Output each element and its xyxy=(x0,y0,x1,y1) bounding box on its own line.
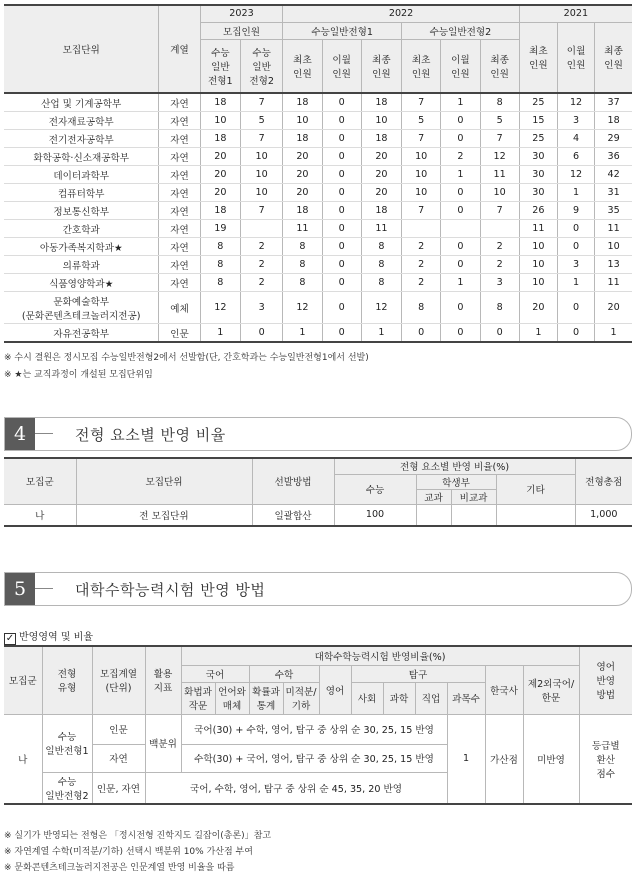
count-cell: 12 xyxy=(557,166,594,184)
table-row xyxy=(4,130,632,148)
header-2023-csat1: 수능 일반 전형1 xyxy=(200,39,240,93)
t3-header-type: 전형 유형 xyxy=(42,646,92,714)
section-5-title: 대학수학능력시험 반영 방법 xyxy=(75,581,266,599)
count-cell: 18 xyxy=(283,202,322,220)
count-cell: 9 xyxy=(557,202,594,220)
t3-field-humanities: 인문 xyxy=(92,714,145,744)
t3-header-math: 수학 xyxy=(249,665,319,682)
t2-header-total: 전형총점 xyxy=(575,458,632,504)
count-cell: 7 xyxy=(240,93,282,112)
t3-header-k2: 언어와 매체 xyxy=(215,682,249,714)
count-cell: 7 xyxy=(240,202,282,220)
count-cell: 0 xyxy=(441,324,480,343)
table-row xyxy=(4,112,632,130)
count-cell: 20 xyxy=(283,166,322,184)
count-cell: 12 xyxy=(200,292,240,324)
header-2023-csat2: 수능 일반 전형2 xyxy=(240,39,282,93)
t3-header-m1: 확률과 통계 xyxy=(249,682,283,714)
count-cell: 1 xyxy=(519,324,557,343)
count-cell: 8 xyxy=(480,93,519,112)
unit-name: 컴퓨터학부 xyxy=(4,184,159,202)
count-cell: 0 xyxy=(322,112,361,130)
count-cell: 0 xyxy=(322,220,361,238)
t3-header-count: 과목수 xyxy=(447,682,485,714)
count-cell: 2 xyxy=(480,256,519,274)
count-cell: 31 xyxy=(595,184,632,202)
unit-name: 자유전공학부 xyxy=(4,324,159,343)
section-4-title: 전형 요소별 반영 비율 xyxy=(75,426,226,444)
table-row xyxy=(4,324,632,343)
count-cell: 11 xyxy=(519,220,557,238)
section-4-header xyxy=(4,417,632,451)
section-4-number: 4 xyxy=(5,418,35,450)
count-cell: 30 xyxy=(519,166,557,184)
t3-header-job: 직업 xyxy=(415,682,447,714)
table-row xyxy=(4,292,632,324)
t3-type1: 수능 일반전형1 xyxy=(42,714,92,772)
count-cell: 5 xyxy=(402,112,441,130)
count-cell: 6 xyxy=(557,148,594,166)
table-row xyxy=(4,202,632,220)
table-row xyxy=(4,238,632,256)
header-category: 계열 xyxy=(159,5,200,93)
t3-header-foreign: 제2외국어/ 한문 xyxy=(523,665,579,714)
header-2022a-final: 최종 인원 xyxy=(361,39,401,93)
table-row xyxy=(4,274,632,292)
count-cell: 0 xyxy=(402,324,441,343)
unit-category: 자연 xyxy=(159,184,200,202)
count-cell: 20 xyxy=(200,148,240,166)
count-cell: 10 xyxy=(519,256,557,274)
header-2021-transfer: 이월 인원 xyxy=(557,22,594,93)
unit-name: 간호학과 xyxy=(4,220,159,238)
t2-header-nonsubject: 비교과 xyxy=(451,489,496,504)
count-cell: 20 xyxy=(283,148,322,166)
count-cell: 37 xyxy=(595,93,632,112)
t3-header-inquiry: 탐구 xyxy=(351,665,485,682)
unit-category: 자연 xyxy=(159,238,200,256)
count-cell: 3 xyxy=(557,256,594,274)
count-cell: 0 xyxy=(322,166,361,184)
count-cell xyxy=(441,220,480,238)
count-cell: 1 xyxy=(441,166,480,184)
count-cell: 0 xyxy=(240,324,282,343)
t2-group: 나 xyxy=(4,504,76,526)
count-cell: 0 xyxy=(322,130,361,148)
table3-note-1: ※ 실기가 반영되는 전형은 「정시전형 진학지도 길잡이(총론)」참고 xyxy=(4,831,272,841)
t2-total: 1,000 xyxy=(575,504,632,526)
t2-etc xyxy=(496,504,575,526)
count-cell: 20 xyxy=(283,184,322,202)
count-cell: 10 xyxy=(519,238,557,256)
unit-name: 아동가족복지학과★ xyxy=(4,238,159,256)
table-row xyxy=(4,184,632,202)
count-cell xyxy=(480,220,519,238)
count-cell: 20 xyxy=(595,292,632,324)
count-cell: 2 xyxy=(402,274,441,292)
count-cell: 0 xyxy=(322,324,361,343)
unit-name: 화학공학·신소재공학부 xyxy=(4,148,159,166)
count-cell: 20 xyxy=(200,166,240,184)
unit-category: 자연 xyxy=(159,112,200,130)
count-cell: 1 xyxy=(283,324,322,343)
t3-header-history: 한국사 xyxy=(485,665,523,714)
count-cell: 1 xyxy=(441,274,480,292)
count-cell: 8 xyxy=(361,256,401,274)
count-cell: 0 xyxy=(322,202,361,220)
unit-category: 자연 xyxy=(159,166,200,184)
count-cell: 11 xyxy=(480,166,519,184)
t3-index: 백분위 xyxy=(145,714,181,772)
t3-field-both: 인문, 자연 xyxy=(92,772,145,804)
unit-category: 인문 xyxy=(159,324,200,343)
t2-csat: 100 xyxy=(334,504,416,526)
count-cell: 0 xyxy=(441,238,480,256)
count-cell: 7 xyxy=(480,130,519,148)
count-cell: 5 xyxy=(240,112,282,130)
count-cell: 0 xyxy=(322,184,361,202)
t3-header-k1: 화법과 작문 xyxy=(181,682,215,714)
count-cell: 10 xyxy=(402,148,441,166)
count-cell: 19 xyxy=(200,220,240,238)
count-cell: 2 xyxy=(240,238,282,256)
count-cell: 25 xyxy=(519,93,557,112)
t3-header-m2: 미적분/ 기하 xyxy=(283,682,319,714)
t3-header-social: 사회 xyxy=(351,682,383,714)
count-cell: 0 xyxy=(322,148,361,166)
unit-name: 정보통신학부 xyxy=(4,202,159,220)
count-cell: 0 xyxy=(322,93,361,112)
t3-header-field: 모집계열 (단위) xyxy=(92,646,145,714)
t2-header-csat: 수능 xyxy=(334,474,416,504)
count-cell: 18 xyxy=(200,93,240,112)
count-cell: 7 xyxy=(402,93,441,112)
count-cell: 0 xyxy=(480,324,519,343)
count-cell: 5 xyxy=(480,112,519,130)
count-cell: 30 xyxy=(519,184,557,202)
t3-field-natural: 자연 xyxy=(92,744,145,772)
count-cell: 10 xyxy=(402,166,441,184)
count-cell: 0 xyxy=(322,256,361,274)
count-cell: 3 xyxy=(557,112,594,130)
count-cell: 10 xyxy=(283,112,322,130)
t3-type2: 수능 일반전형2 xyxy=(42,772,92,804)
header-2022b-final: 최종 인원 xyxy=(480,39,519,93)
header-2022a-transfer: 이월 인원 xyxy=(322,39,361,93)
count-cell: 0 xyxy=(441,130,480,148)
header-2022: 2022 xyxy=(283,5,519,22)
csat-reflection-table xyxy=(4,645,632,805)
t2-header-etc: 기타 xyxy=(496,474,575,504)
count-cell: 15 xyxy=(519,112,557,130)
count-cell: 8 xyxy=(283,238,322,256)
table3-note-3: ※ 문화콘텐츠테크놀러지전공은 인문계열 반영 비율을 따름 xyxy=(4,863,235,873)
unit-category: 자연 xyxy=(159,148,200,166)
count-cell: 8 xyxy=(361,238,401,256)
count-cell: 2 xyxy=(402,238,441,256)
t2-header-group: 모집군 xyxy=(4,458,76,504)
table-row xyxy=(4,256,632,274)
header-recruit: 모집인원 xyxy=(200,22,283,39)
count-cell: 0 xyxy=(441,112,480,130)
t3-group: 나 xyxy=(4,714,42,804)
t3-header-group: 모집군 xyxy=(4,646,42,714)
count-cell: 20 xyxy=(361,148,401,166)
count-cell: 8 xyxy=(283,256,322,274)
count-cell: 2 xyxy=(240,256,282,274)
t3-header-science: 과학 xyxy=(383,682,415,714)
count-cell: 10 xyxy=(240,166,282,184)
table-row xyxy=(4,166,632,184)
unit-name: 전기전자공학부 xyxy=(4,130,159,148)
header-csat2: 수능일반전형2 xyxy=(402,22,520,39)
t2-header-record: 학생부 xyxy=(416,474,496,489)
table-row xyxy=(4,93,632,112)
count-cell: 4 xyxy=(557,130,594,148)
count-cell: 0 xyxy=(557,324,594,343)
header-csat1: 수능일반전형1 xyxy=(283,22,402,39)
count-cell: 2 xyxy=(402,256,441,274)
count-cell: 10 xyxy=(361,112,401,130)
count-cell: 0 xyxy=(322,292,361,324)
count-cell: 20 xyxy=(361,184,401,202)
count-cell: 11 xyxy=(595,274,632,292)
section-5-divider xyxy=(35,588,53,589)
count-cell: 8 xyxy=(200,256,240,274)
count-cell: 26 xyxy=(519,202,557,220)
t2-header-ratio: 전형 요소별 반영 비율(%) xyxy=(334,458,575,474)
count-cell: 0 xyxy=(322,274,361,292)
count-cell: 8 xyxy=(283,274,322,292)
count-cell: 2 xyxy=(480,238,519,256)
t3-formula-2: 국어, 수학, 영어, 탐구 중 상위 순 45, 35, 20 반영 xyxy=(145,772,447,804)
count-cell: 12 xyxy=(361,292,401,324)
count-cell: 1 xyxy=(361,324,401,343)
count-cell: 20 xyxy=(200,184,240,202)
header-unit: 모집단위 xyxy=(4,5,159,93)
count-cell: 0 xyxy=(557,238,594,256)
t3-eng-method: 등급별 환산 점수 xyxy=(579,714,632,804)
count-cell: 3 xyxy=(480,274,519,292)
t3-header-ratio: 대학수학능력시험 반영비율(%) xyxy=(181,646,579,665)
count-cell: 0 xyxy=(441,202,480,220)
count-cell: 1 xyxy=(557,184,594,202)
header-2022b-transfer: 이월 인원 xyxy=(441,39,480,93)
count-cell: 10 xyxy=(240,148,282,166)
unit-category: 자연 xyxy=(159,202,200,220)
reflection-area-label: 반영영역 및 비율 xyxy=(19,632,93,643)
count-cell: 20 xyxy=(361,166,401,184)
unit-category: 자연 xyxy=(159,93,200,112)
count-cell: 0 xyxy=(441,256,480,274)
t2-header-unit: 모집단위 xyxy=(76,458,252,504)
t3-header-eng-method: 영어 반영 방법 xyxy=(579,646,632,714)
unit-category: 자연 xyxy=(159,274,200,292)
checkbox-icon: ✓ xyxy=(5,633,15,644)
section-5-header xyxy=(4,572,632,606)
count-cell: 18 xyxy=(595,112,632,130)
t2-method: 일괄합산 xyxy=(252,504,334,526)
count-cell: 10 xyxy=(200,112,240,130)
count-cell: 10 xyxy=(480,184,519,202)
table-row xyxy=(4,220,632,238)
count-cell: 10 xyxy=(595,238,632,256)
unit-name: 식품영양학과★ xyxy=(4,274,159,292)
count-cell: 20 xyxy=(519,292,557,324)
t3-formula-humanities: 국어(30) + 수학, 영어, 탐구 중 상위 순 30, 25, 15 반영 xyxy=(181,714,447,744)
count-cell: 10 xyxy=(240,184,282,202)
count-cell: 11 xyxy=(595,220,632,238)
count-cell: 36 xyxy=(595,148,632,166)
unit-name: 전자재료공학부 xyxy=(4,112,159,130)
count-cell: 18 xyxy=(283,130,322,148)
count-cell: 30 xyxy=(519,148,557,166)
count-cell: 29 xyxy=(595,130,632,148)
unit-name: 의류학과 xyxy=(4,256,159,274)
count-cell: 18 xyxy=(200,130,240,148)
count-cell: 7 xyxy=(402,130,441,148)
count-cell: 1 xyxy=(200,324,240,343)
table3-note-2: ※ 자연계열 수학(미적분/기하) 선택시 백분위 10% 가산점 부여 xyxy=(4,847,253,857)
count-cell: 42 xyxy=(595,166,632,184)
count-cell: 18 xyxy=(361,130,401,148)
count-cell: 18 xyxy=(361,93,401,112)
count-cell: 1 xyxy=(557,274,594,292)
table1-note-2: ※ ★는 교직과정이 개설된 모집단위임 xyxy=(4,370,153,380)
count-cell: 2 xyxy=(240,274,282,292)
t3-formula-natural: 수학(30) + 국어, 영어, 탐구 중 상위 순 30, 25, 15 반영 xyxy=(181,744,447,772)
unit-category: 자연 xyxy=(159,220,200,238)
count-cell: 7 xyxy=(240,130,282,148)
count-cell: 18 xyxy=(361,202,401,220)
unit-name: 산업 및 기계공학부 xyxy=(4,93,159,112)
count-cell: 8 xyxy=(480,292,519,324)
unit-category: 자연 xyxy=(159,130,200,148)
unit-name: 문화예술학부 (문화콘텐츠테크놀러지전공) xyxy=(4,292,159,324)
t3-history: 가산점 xyxy=(485,714,523,804)
count-cell: 11 xyxy=(361,220,401,238)
table1-note-1: ※ 수시 결원은 정시모집 수능일반전형2에서 선발함(단, 간호학과는 수능일반전형1에서 선발) xyxy=(4,353,369,363)
count-cell: 8 xyxy=(361,274,401,292)
section-5-number: 5 xyxy=(5,573,35,605)
unit-name: 데이터과학부 xyxy=(4,166,159,184)
count-cell: 12 xyxy=(480,148,519,166)
count-cell: 0 xyxy=(441,292,480,324)
table-row xyxy=(4,148,632,166)
t2-header-method: 선발방법 xyxy=(252,458,334,504)
count-cell: 10 xyxy=(519,274,557,292)
count-cell: 0 xyxy=(441,184,480,202)
t3-count: 1 xyxy=(447,714,485,804)
admission-history-table xyxy=(4,4,632,343)
count-cell: 10 xyxy=(402,184,441,202)
header-2022b-first: 최초 인원 xyxy=(402,39,441,93)
header-2022a-first: 최초 인원 xyxy=(283,39,322,93)
t3-header-index: 활용 지표 xyxy=(145,646,181,714)
count-cell: 8 xyxy=(200,238,240,256)
count-cell: 8 xyxy=(200,274,240,292)
t2-header-subject: 교과 xyxy=(416,489,451,504)
section-4-divider xyxy=(35,433,53,434)
unit-category: 자연 xyxy=(159,256,200,274)
count-cell: 0 xyxy=(557,292,594,324)
count-cell: 25 xyxy=(519,130,557,148)
reflection-area-heading xyxy=(4,628,93,645)
count-cell: 1 xyxy=(595,324,632,343)
unit-category: 예체 xyxy=(159,292,200,324)
t2-nonsubject xyxy=(451,504,496,526)
count-cell xyxy=(240,220,282,238)
count-cell xyxy=(402,220,441,238)
count-cell: 7 xyxy=(480,202,519,220)
count-cell: 12 xyxy=(283,292,322,324)
count-cell: 8 xyxy=(402,292,441,324)
count-cell: 13 xyxy=(595,256,632,274)
t3-foreign: 미반영 xyxy=(523,714,579,804)
count-cell: 3 xyxy=(240,292,282,324)
count-cell: 12 xyxy=(557,93,594,112)
t2-subject xyxy=(416,504,451,526)
header-2023: 2023 xyxy=(200,5,283,22)
header-2021: 2021 xyxy=(519,5,632,22)
selection-ratio-table xyxy=(4,457,632,527)
count-cell: 0 xyxy=(557,220,594,238)
count-cell: 18 xyxy=(283,93,322,112)
count-cell: 7 xyxy=(402,202,441,220)
count-cell: 11 xyxy=(283,220,322,238)
t3-header-english: 영어 xyxy=(319,665,351,714)
count-cell: 18 xyxy=(200,202,240,220)
t2-unit: 전 모집단위 xyxy=(76,504,252,526)
count-cell: 35 xyxy=(595,202,632,220)
count-cell: 1 xyxy=(441,93,480,112)
t3-header-korean: 국어 xyxy=(181,665,249,682)
header-2021-first: 최초 인원 xyxy=(519,22,557,93)
count-cell: 2 xyxy=(441,148,480,166)
count-cell: 0 xyxy=(322,238,361,256)
header-2021-final: 최종 인원 xyxy=(595,22,632,93)
